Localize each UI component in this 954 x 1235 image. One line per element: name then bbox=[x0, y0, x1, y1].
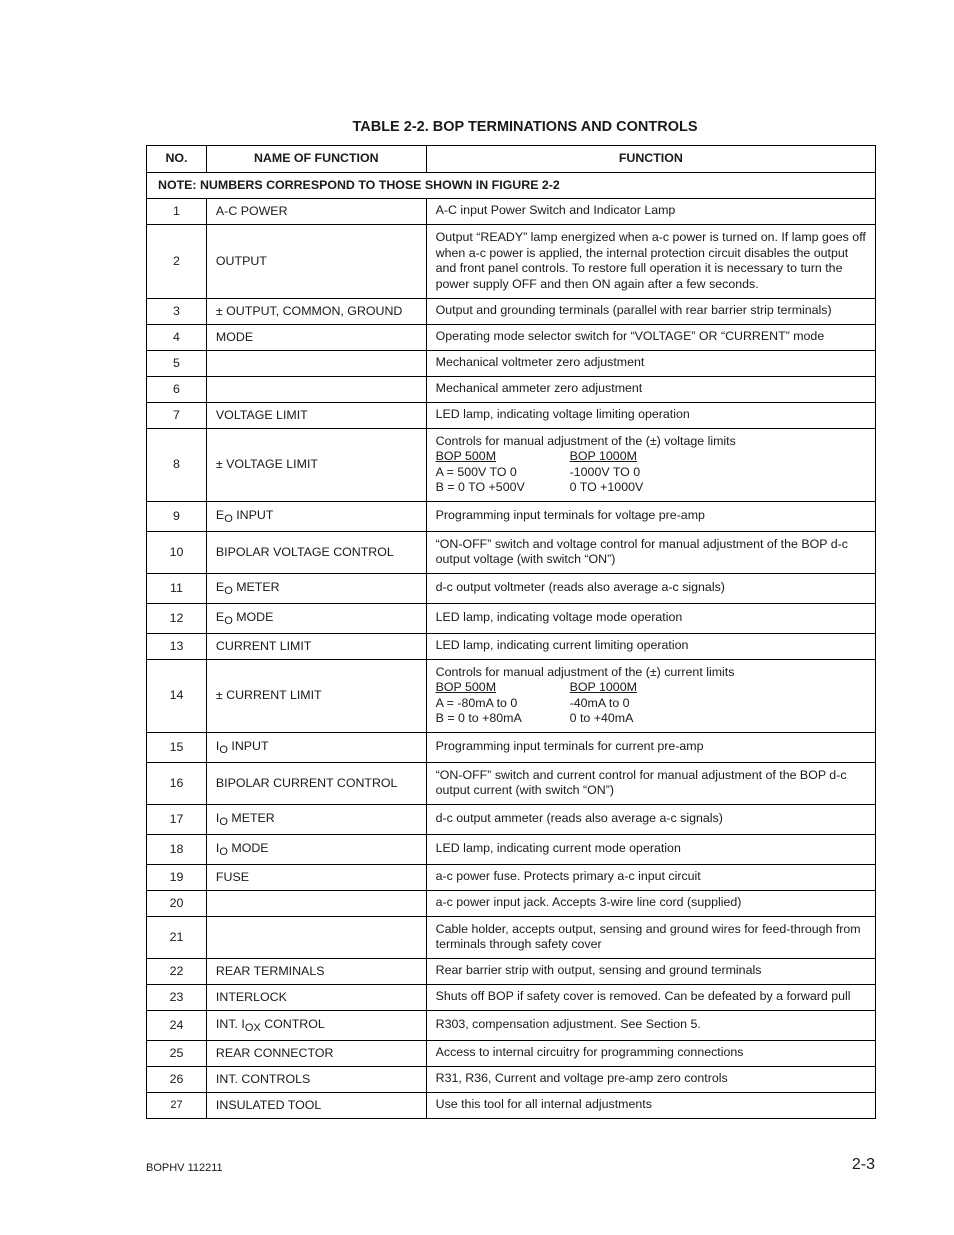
table-row bbox=[147, 891, 876, 917]
name-rest: METER bbox=[232, 580, 280, 595]
function-description bbox=[426, 660, 875, 733]
name-subscript: O bbox=[219, 846, 228, 859]
row-number: 9 bbox=[147, 502, 207, 532]
row-number: 16 bbox=[147, 763, 207, 805]
function-description bbox=[426, 835, 875, 865]
limits-model-500m: B = 0 to +80mA bbox=[435, 711, 522, 725]
description-line: LED lamp, indicating current mode operation bbox=[435, 841, 681, 856]
document-id: BOPHV 112211 bbox=[146, 1162, 223, 1174]
table-row bbox=[147, 502, 876, 532]
name-main: I bbox=[215, 841, 220, 856]
name-rest: MODE bbox=[232, 610, 274, 625]
limits-model-1000m: -1000V TO 0 bbox=[569, 464, 641, 479]
function-name bbox=[206, 805, 426, 835]
function-description bbox=[426, 959, 875, 985]
description-line: a-c power input jack. Accepts 3-wire line cord (supplied) bbox=[435, 895, 742, 910]
function-name bbox=[206, 351, 426, 377]
header-function: FUNCTION bbox=[426, 146, 875, 173]
table-row bbox=[147, 377, 876, 403]
row-number: 21 bbox=[147, 917, 207, 959]
function-name bbox=[206, 604, 426, 634]
row-number: 26 bbox=[147, 1067, 207, 1093]
limits-model-1000m: BOP 1000M bbox=[569, 680, 637, 694]
function-name: A-C POWER bbox=[206, 199, 426, 225]
function-name bbox=[206, 835, 426, 865]
limits-model-1000m: 0 to +40mA bbox=[569, 711, 634, 725]
function-description bbox=[426, 891, 875, 917]
function-description bbox=[426, 1041, 875, 1067]
limits-line bbox=[436, 465, 869, 481]
description-line: when a-c power is applied, the internal protection circuit disables the output bbox=[435, 245, 849, 260]
table-row bbox=[147, 1011, 876, 1041]
table-row bbox=[147, 985, 876, 1011]
table-row bbox=[147, 225, 876, 299]
name-subscript: O bbox=[224, 585, 233, 598]
function-description bbox=[426, 604, 875, 634]
description-line: Programming input terminals for voltage pre-amp bbox=[435, 508, 705, 523]
description-line: LED lamp, indicating voltage limiting operation bbox=[435, 407, 690, 422]
table-title: TABLE 2-2. BOP TERMINATIONS AND CONTROLS bbox=[352, 119, 698, 135]
description-line: output current (with switch “ON”) bbox=[435, 783, 614, 797]
function-description bbox=[426, 917, 875, 959]
function-name: FUSE bbox=[206, 865, 426, 891]
limits-model-500m: BOP 500M bbox=[435, 449, 497, 463]
description-line: Output “READY” lamp energized when a-c power is turned on. If lamp goes off bbox=[435, 230, 866, 244]
description-line: Controls for manual adjustment of the (±) voltage limits bbox=[435, 433, 736, 448]
name-rest: INPUT bbox=[227, 739, 269, 754]
row-number: 4 bbox=[147, 325, 207, 351]
description-line: R31, R36, Current and voltage pre-amp zero controls bbox=[435, 1071, 728, 1086]
row-number: 1 bbox=[147, 199, 207, 225]
limits-model-500m: A = -80mA to 0 bbox=[435, 695, 518, 710]
limits-line bbox=[436, 680, 869, 696]
function-name: VOLTAGE LIMIT bbox=[206, 403, 426, 429]
function-description bbox=[426, 805, 875, 835]
function-description bbox=[426, 1067, 875, 1093]
function-name: ± OUTPUT, COMMON, GROUND bbox=[206, 299, 426, 325]
limits-line bbox=[436, 696, 869, 712]
table-row bbox=[147, 959, 876, 985]
limits-model-500m: B = 0 TO +500V bbox=[435, 480, 525, 494]
table-row bbox=[147, 429, 876, 502]
header-row bbox=[147, 146, 876, 173]
name-main: I bbox=[215, 811, 220, 826]
description-line: and front panel controls. To restore full operation it is necessary to turn the bbox=[435, 261, 843, 275]
description-line: power supply OFF and then ON again after a few seconds. bbox=[435, 276, 759, 291]
note-row bbox=[147, 173, 876, 199]
description-line: output voltage (with switch “ON”) bbox=[435, 552, 616, 566]
function-name: BIPOLAR CURRENT CONTROL bbox=[206, 763, 426, 805]
description-line: Use this tool for all internal adjustments bbox=[435, 1097, 652, 1112]
header-name: NAME OF FUNCTION bbox=[206, 146, 426, 173]
limits-model-1000m: 0 TO +1000V bbox=[569, 480, 644, 494]
description-line: Programming input terminals for current pre-amp bbox=[435, 739, 704, 754]
name-rest: CONTROL bbox=[260, 1017, 325, 1032]
description-line: “ON-OFF” switch and voltage control for manual adjustment of the BOP d-c bbox=[435, 536, 848, 551]
name-main: I bbox=[215, 739, 220, 754]
row-number: 14 bbox=[147, 660, 207, 733]
function-name: INT. CONTROLS bbox=[206, 1067, 426, 1093]
table-row bbox=[147, 604, 876, 634]
name-main: E bbox=[215, 610, 225, 625]
row-number: 10 bbox=[147, 532, 207, 574]
function-description bbox=[426, 351, 875, 377]
page-number: 2-3 bbox=[851, 1156, 875, 1173]
function-description bbox=[426, 429, 875, 502]
function-name: BIPOLAR VOLTAGE CONTROL bbox=[206, 532, 426, 574]
function-name: ± VOLTAGE LIMIT bbox=[206, 429, 426, 502]
limits-model-1000m: -40mA to 0 bbox=[569, 695, 630, 710]
row-number: 3 bbox=[147, 299, 207, 325]
row-number: 24 bbox=[147, 1011, 207, 1041]
row-number: 20 bbox=[147, 891, 207, 917]
table-row bbox=[147, 1093, 876, 1119]
row-number: 2 bbox=[147, 225, 207, 299]
function-name: MODE bbox=[206, 325, 426, 351]
function-name bbox=[206, 574, 426, 604]
limits-line bbox=[436, 711, 869, 727]
name-rest: METER bbox=[227, 811, 275, 826]
description-line: Shuts off BOP if safety cover is removed. Can be defeated by a forward pull bbox=[435, 989, 851, 1004]
function-description bbox=[426, 299, 875, 325]
function-name bbox=[206, 502, 426, 532]
table-row bbox=[147, 865, 876, 891]
header-no: NO. bbox=[147, 146, 207, 173]
name-subscript: O bbox=[224, 615, 233, 628]
table-row bbox=[147, 199, 876, 225]
function-name bbox=[206, 377, 426, 403]
table-row bbox=[147, 532, 876, 574]
table-row bbox=[147, 351, 876, 377]
name-main: E bbox=[215, 580, 225, 595]
function-description bbox=[426, 985, 875, 1011]
function-description bbox=[426, 733, 875, 763]
table-row bbox=[147, 733, 876, 763]
function-name: OUTPUT bbox=[206, 225, 426, 299]
row-number: 13 bbox=[147, 634, 207, 660]
description-line: Operating mode selector switch for “VOLTAGE” OR “CURRENT” mode bbox=[435, 329, 825, 344]
description-line: Controls for manual adjustment of the (±) current limits bbox=[435, 664, 735, 679]
description-line: Cable holder, accepts output, sensing and ground wires for feed-through from bbox=[435, 921, 861, 936]
name-subscript: OX bbox=[244, 1022, 261, 1035]
name-subscript: O bbox=[219, 744, 228, 757]
limits-model-500m: A = 500V TO 0 bbox=[435, 464, 517, 479]
function-description bbox=[426, 1011, 875, 1041]
function-name: REAR TERMINALS bbox=[206, 959, 426, 985]
limits-line bbox=[436, 480, 869, 496]
function-description bbox=[426, 225, 875, 299]
function-description bbox=[426, 763, 875, 805]
description-line: A-C input Power Switch and Indicator Lamp bbox=[435, 203, 676, 218]
function-description bbox=[426, 574, 875, 604]
description-line: Output and grounding terminals (parallel with rear barrier strip terminals) bbox=[435, 303, 832, 318]
function-description bbox=[426, 865, 875, 891]
description-line: Mechanical voltmeter zero adjustment bbox=[435, 355, 645, 370]
name-main: INT. I bbox=[215, 1017, 245, 1032]
description-line: d-c output ammeter (reads also average a-c signals) bbox=[435, 811, 723, 826]
description-line: LED lamp, indicating current limiting operation bbox=[435, 638, 689, 653]
description-line: d-c output voltmeter (reads also average a-c signals) bbox=[435, 580, 725, 595]
table-row bbox=[147, 403, 876, 429]
row-number: 12 bbox=[147, 604, 207, 634]
description-line: LED lamp, indicating voltage mode operation bbox=[435, 610, 683, 625]
limits-line bbox=[436, 449, 869, 465]
name-rest: INPUT bbox=[232, 508, 274, 523]
table-row bbox=[147, 805, 876, 835]
description-line: Rear barrier strip with output, sensing and ground terminals bbox=[435, 963, 762, 978]
row-number: 7 bbox=[147, 403, 207, 429]
row-number: 18 bbox=[147, 835, 207, 865]
row-number: 5 bbox=[147, 351, 207, 377]
function-name: INTERLOCK bbox=[206, 985, 426, 1011]
row-number: 22 bbox=[147, 959, 207, 985]
function-name bbox=[206, 891, 426, 917]
table-row bbox=[147, 660, 876, 733]
function-name: INSULATED TOOL bbox=[206, 1093, 426, 1119]
description-line: terminals through safety cover bbox=[435, 937, 602, 951]
function-name bbox=[206, 733, 426, 763]
table-row bbox=[147, 763, 876, 805]
function-name bbox=[206, 1011, 426, 1041]
table-row bbox=[147, 1041, 876, 1067]
table-row bbox=[147, 917, 876, 959]
function-description bbox=[426, 325, 875, 351]
description-line: Access to internal circuitry for programming connections bbox=[435, 1045, 744, 1060]
function-description bbox=[426, 377, 875, 403]
description-line: R303, compensation adjustment. See Section 5. bbox=[435, 1017, 701, 1032]
description-line: “ON-OFF” switch and current control for manual adjustment of the BOP d-c bbox=[435, 767, 847, 782]
row-number: 25 bbox=[147, 1041, 207, 1067]
function-description bbox=[426, 1093, 875, 1119]
function-name bbox=[206, 917, 426, 959]
note-text: NOTE: NUMBERS CORRESPOND TO THOSE SHOWN IN FIGURE 2-2 bbox=[147, 173, 876, 199]
table-row bbox=[147, 574, 876, 604]
function-name: REAR CONNECTOR bbox=[206, 1041, 426, 1067]
row-number: 6 bbox=[147, 377, 207, 403]
name-rest: MODE bbox=[227, 841, 269, 856]
function-description bbox=[426, 502, 875, 532]
function-description bbox=[426, 634, 875, 660]
row-number: 17 bbox=[147, 805, 207, 835]
function-description bbox=[426, 532, 875, 574]
description-line: a-c power fuse. Protects primary a-c input circuit bbox=[435, 869, 701, 884]
table-row bbox=[147, 299, 876, 325]
description-line: Mechanical ammeter zero adjustment bbox=[435, 381, 643, 396]
row-number: 11 bbox=[147, 574, 207, 604]
limits-model-500m: BOP 500M bbox=[435, 680, 497, 694]
table-row bbox=[147, 634, 876, 660]
row-number: 23 bbox=[147, 985, 207, 1011]
name-main: E bbox=[215, 508, 225, 523]
row-number: 8 bbox=[147, 429, 207, 502]
function-name: ± CURRENT LIMIT bbox=[206, 660, 426, 733]
table-row bbox=[147, 1067, 876, 1093]
name-subscript: O bbox=[219, 816, 228, 829]
table-row bbox=[147, 835, 876, 865]
terminations-table bbox=[146, 145, 876, 1119]
row-number: 27 bbox=[147, 1093, 207, 1119]
table-row bbox=[147, 325, 876, 351]
row-number: 19 bbox=[147, 865, 207, 891]
function-description bbox=[426, 403, 875, 429]
function-description bbox=[426, 199, 875, 225]
name-subscript: O bbox=[224, 513, 233, 526]
row-number: 15 bbox=[147, 733, 207, 763]
function-name: CURRENT LIMIT bbox=[206, 634, 426, 660]
limits-model-1000m: BOP 1000M bbox=[569, 449, 637, 463]
